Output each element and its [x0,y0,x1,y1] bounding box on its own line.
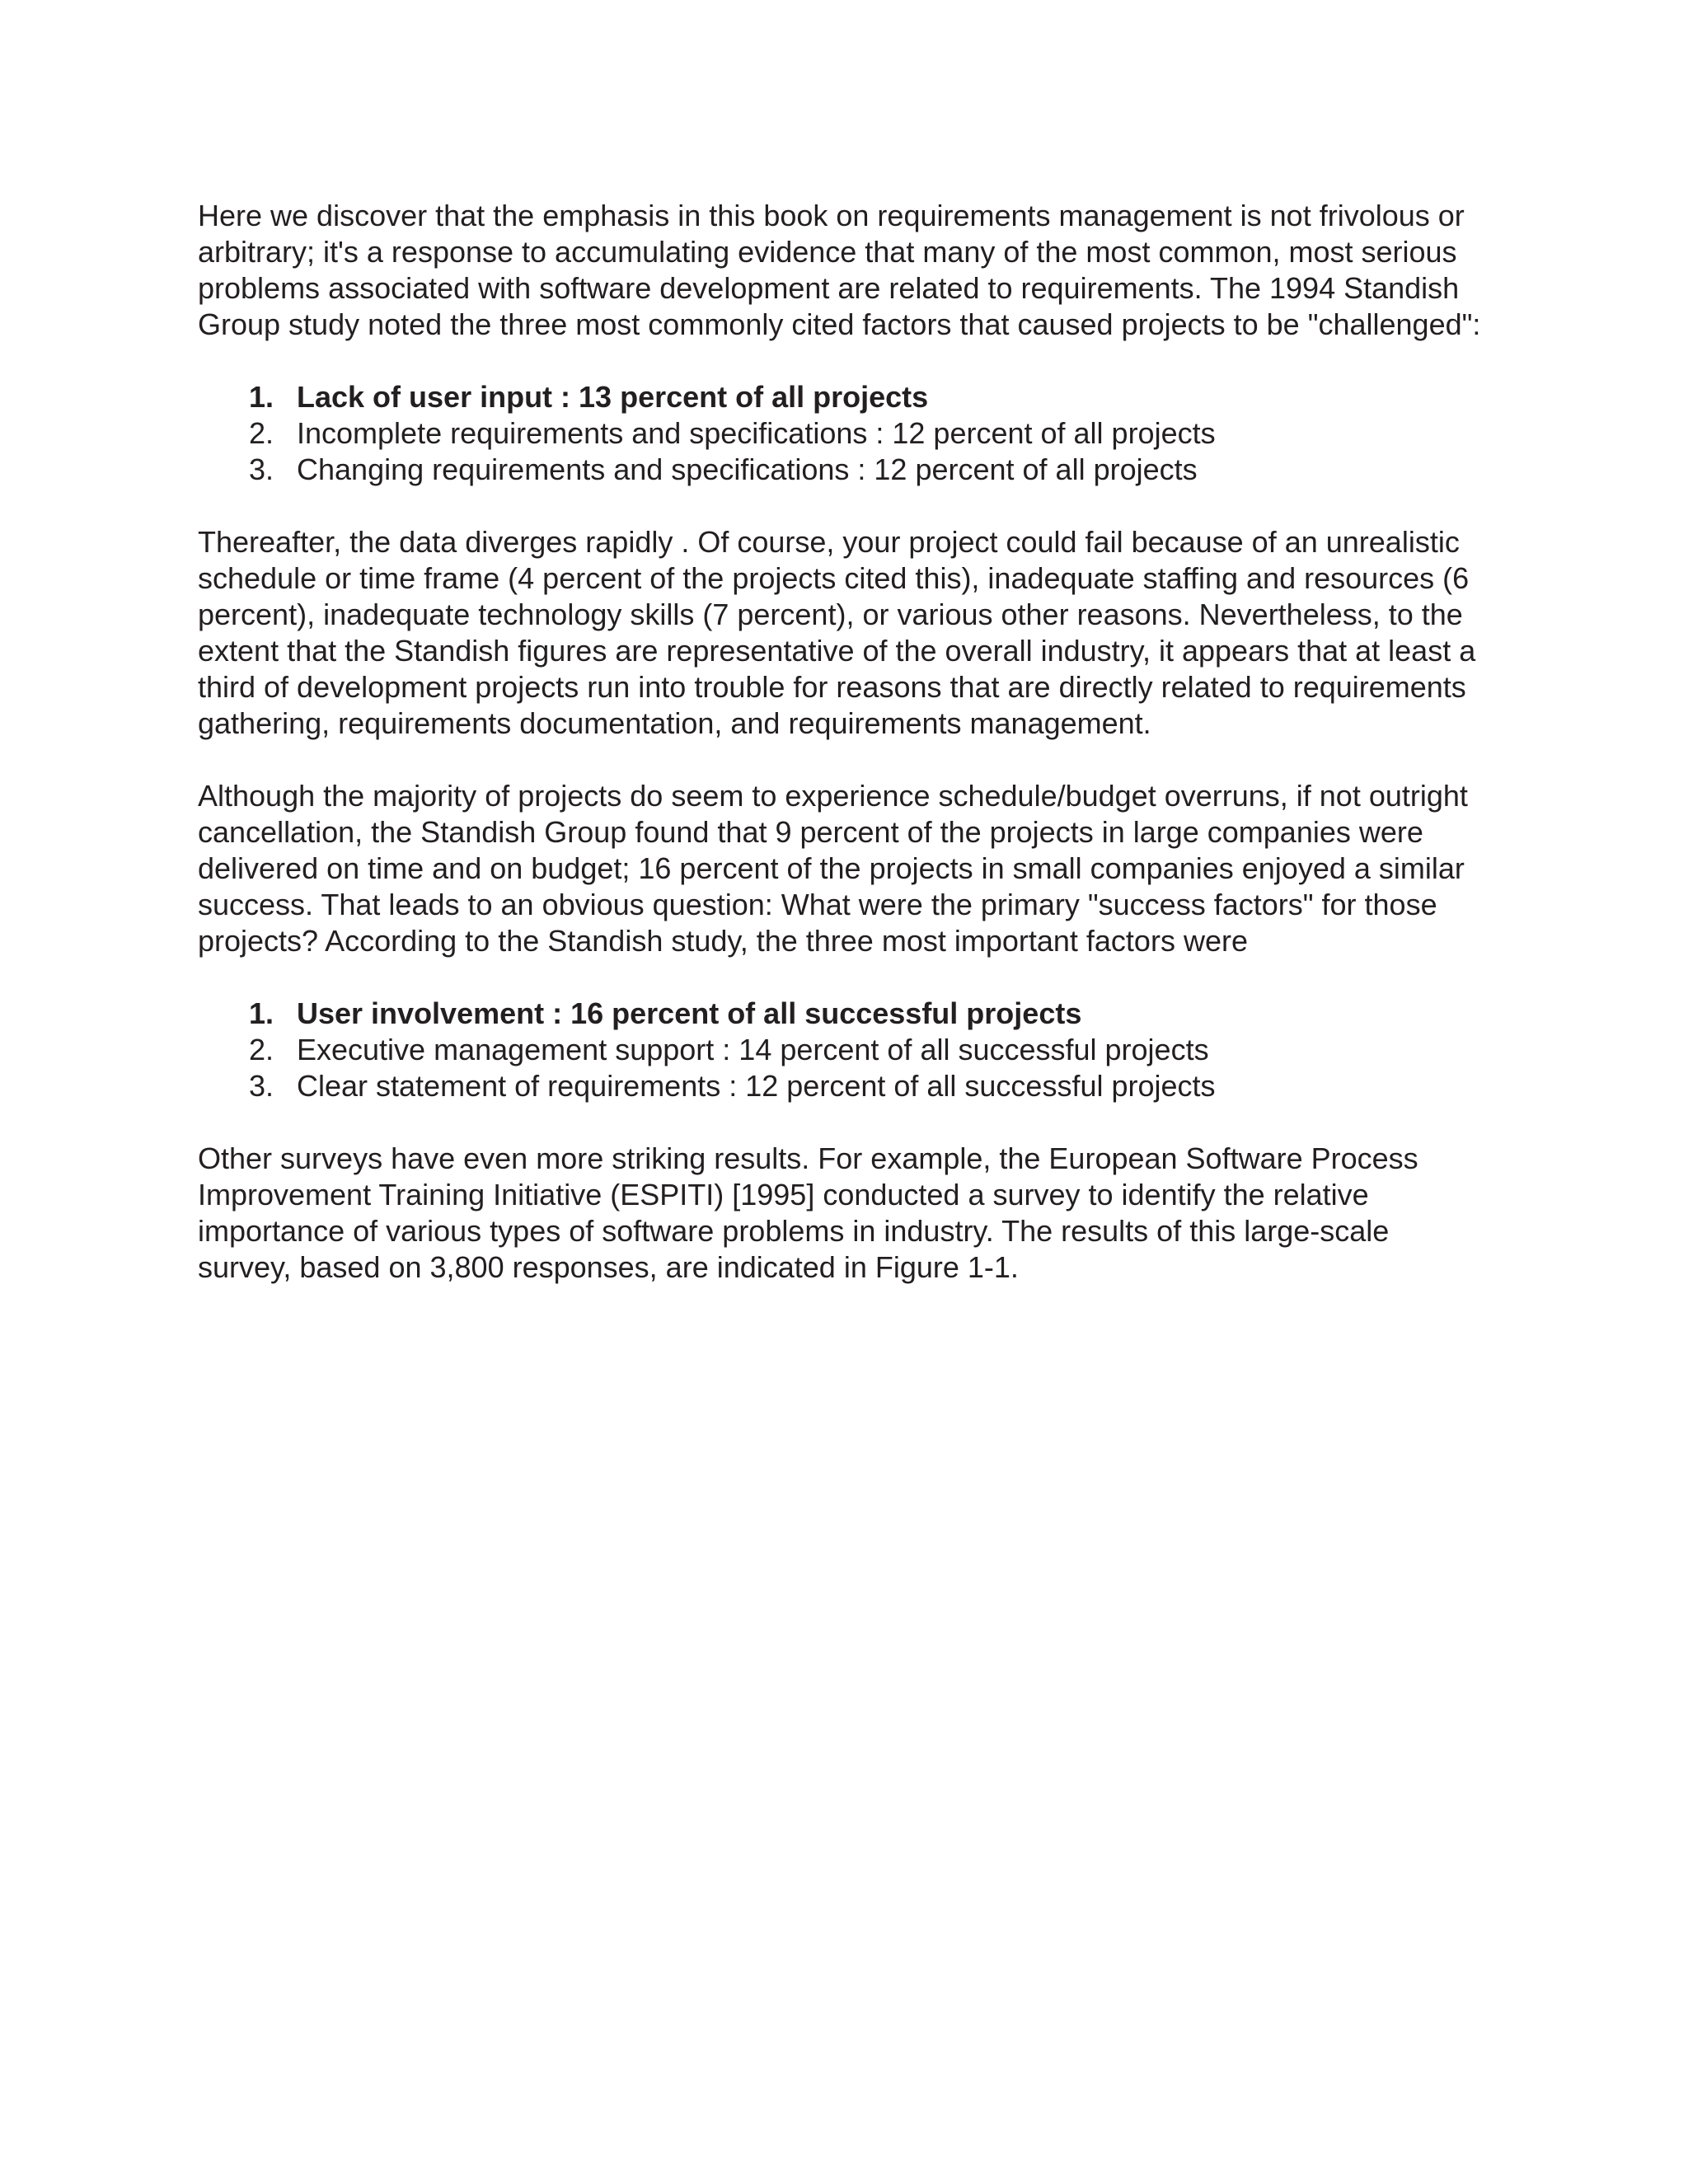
spacer [198,343,1484,379]
list-item-text: Incomplete requirements and specifications : 12 percent of all projects [297,416,1216,450]
success-factors-list [198,996,1484,1104]
list-item [198,452,1484,488]
list-number: 1. [248,380,274,414]
list-number: 3. [248,1069,274,1103]
other-surveys-paragraph: Other surveys have even more striking results. For example, the European Software Process Improvement Training Initiative (ESPITI) [1995] conducted a survey to identify the relative importance of various types of software problems in industry. The results of this large-scale survey, based on 3,800 responses, are indicated in Figure 1-1. [198,1141,1418,1284]
spacer [198,1104,1484,1141]
list-item [198,415,1484,452]
spacer [198,488,1484,524]
list-item-text: Clear statement of requirements : 12 percent of all successful projects [297,1069,1216,1103]
list-item [198,1032,1484,1068]
list-item [198,1068,1484,1104]
intro-paragraph: Here we discover that the emphasis in this book on requirements management is not frivolous or arbitrary; it's a response to accumulating evidence that many of the most common, most serious problems associated with software development are related to requirements. The 1994 Standish Group study noted the three most commonly cited factors that caused projects to be "challenged": [198,199,1481,341]
challenged-factors-list [198,379,1484,488]
list-number: 3. [248,452,274,486]
list-number: 1. [248,996,274,1030]
list-item-text: Changing requirements and specifications : 12 percent of all projects [297,452,1198,486]
list-item-text: User involvement : 16 percent of all successful projects [297,996,1082,1030]
although-paragraph: Although the majority of projects do seem to experience schedule/budget overruns, if not outright cancellation, the Standish Group found that 9 percent of the projects in large companies were delivered on time and on budget; 16 percent of the projects in small companies enjoyed a similar success. That leads to an obvious question: What were the primary "success factors" for those projects? According to the Standish study, the three most important factors were [198,779,1468,958]
document-page [198,198,1484,1286]
thereafter-paragraph: Thereafter, the data diverges rapidly . Of course, your project could fail because of an unrealistic schedule or time frame (4 percent of the projects cited this), inadequate staffing and resources (6 percent), inadequate technology skills (7 percent), or various other reasons. Nevertheless, to the extent that the Standish figures are representative of the overall industry, it appears that at least a third of development projects run into trouble for reasons that are directly related to requirements gathering, requirements documentation, and requirements management. [198,525,1476,740]
list-item-text: Lack of user input : 13 percent of all projects [297,380,929,414]
list-item [198,379,1484,415]
spacer [198,959,1484,996]
list-item [198,996,1484,1032]
spacer [198,742,1484,778]
list-number: 2. [248,416,274,450]
list-item-text: Executive management support : 14 percent of all successful projects [297,1033,1209,1066]
list-number: 2. [248,1033,274,1066]
